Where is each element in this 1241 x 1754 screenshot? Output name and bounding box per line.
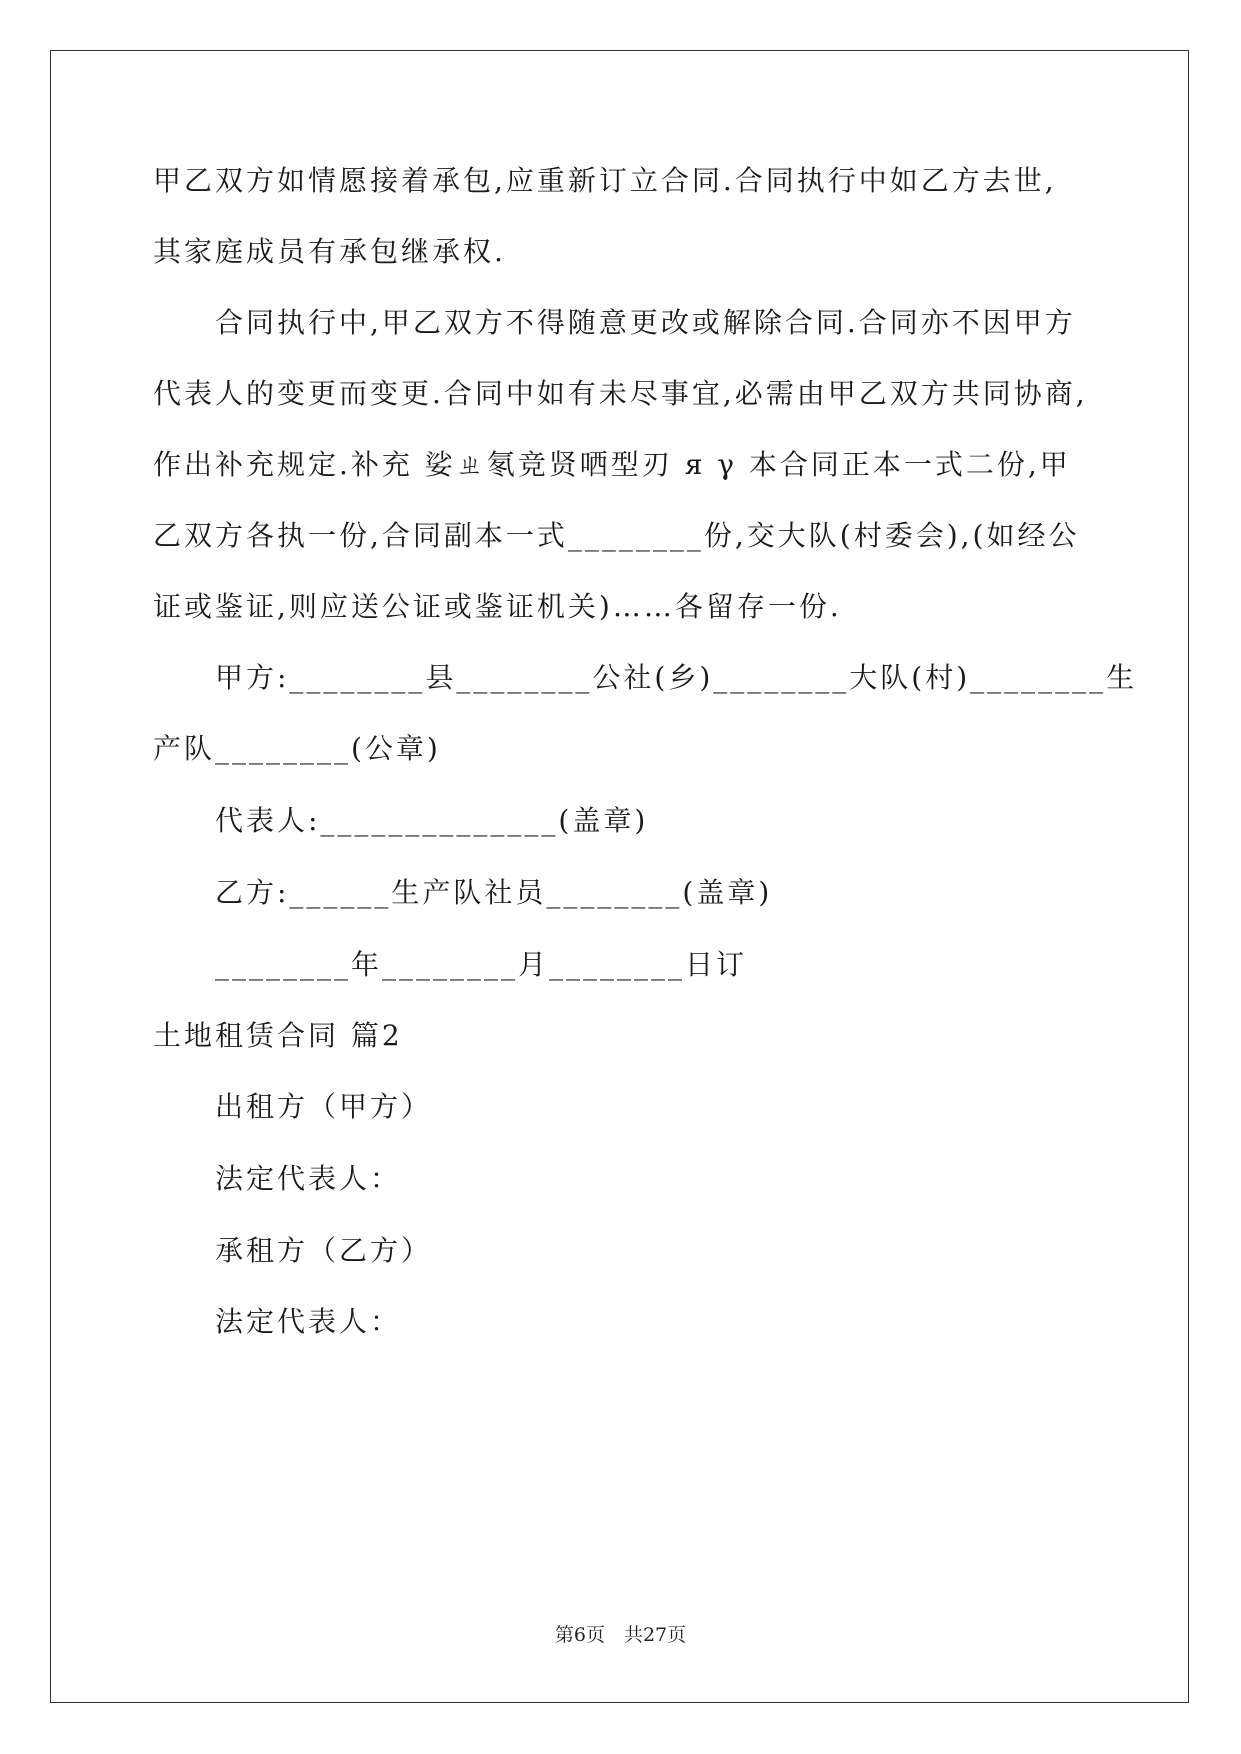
lessor-line: 出租方（甲方） — [215, 1090, 433, 1123]
party-a-line: 产队________(公章) — [153, 732, 441, 765]
date-line: ________年________月________日订 — [215, 948, 748, 981]
paragraph-line: 乙双方各执一份,合同副本一式________份,交大队(村委会),(如经公 — [153, 519, 1080, 552]
lessee-representative-line: 法定代表人： — [215, 1305, 402, 1338]
paragraph-line: 证或鉴证,则应送公证或鉴证机关)……各留存一份. — [153, 590, 842, 623]
paragraph-line: 作出补充规定.补充 娑ㄓ氡竞贤哂型刃 я γ 本合同正本一式二份,甲 — [153, 448, 1071, 481]
paragraph-line: 合同执行中,甲乙双方不得随意更改或解除合同.合同亦不因甲方 — [215, 306, 1076, 339]
paragraph-line: 其家庭成员有承包继承权. — [153, 235, 506, 268]
party-a-line: 甲方:________县________公社(乡)________大队(村)________生 — [215, 661, 1138, 694]
section-heading: 土地租赁合同 篇2 — [153, 1019, 403, 1052]
lessor-representative-line: 法定代表人： — [215, 1162, 402, 1195]
page-number: 第6页 共27页 — [554, 1624, 687, 1646]
party-b-line: 乙方:______生产队社员________(盖章) — [215, 876, 773, 909]
paragraph-line: 甲乙双方如情愿接着承包,应重新订立合同.合同执行中如乙方去世, — [153, 164, 1057, 197]
representative-line: 代表人:______________(盖章) — [215, 804, 649, 837]
paragraph-line: 代表人的变更而变更.合同中如有未尽事宜,必需由甲乙双方共同协商, — [153, 377, 1088, 410]
lessee-line: 承租方（乙方） — [215, 1234, 433, 1267]
